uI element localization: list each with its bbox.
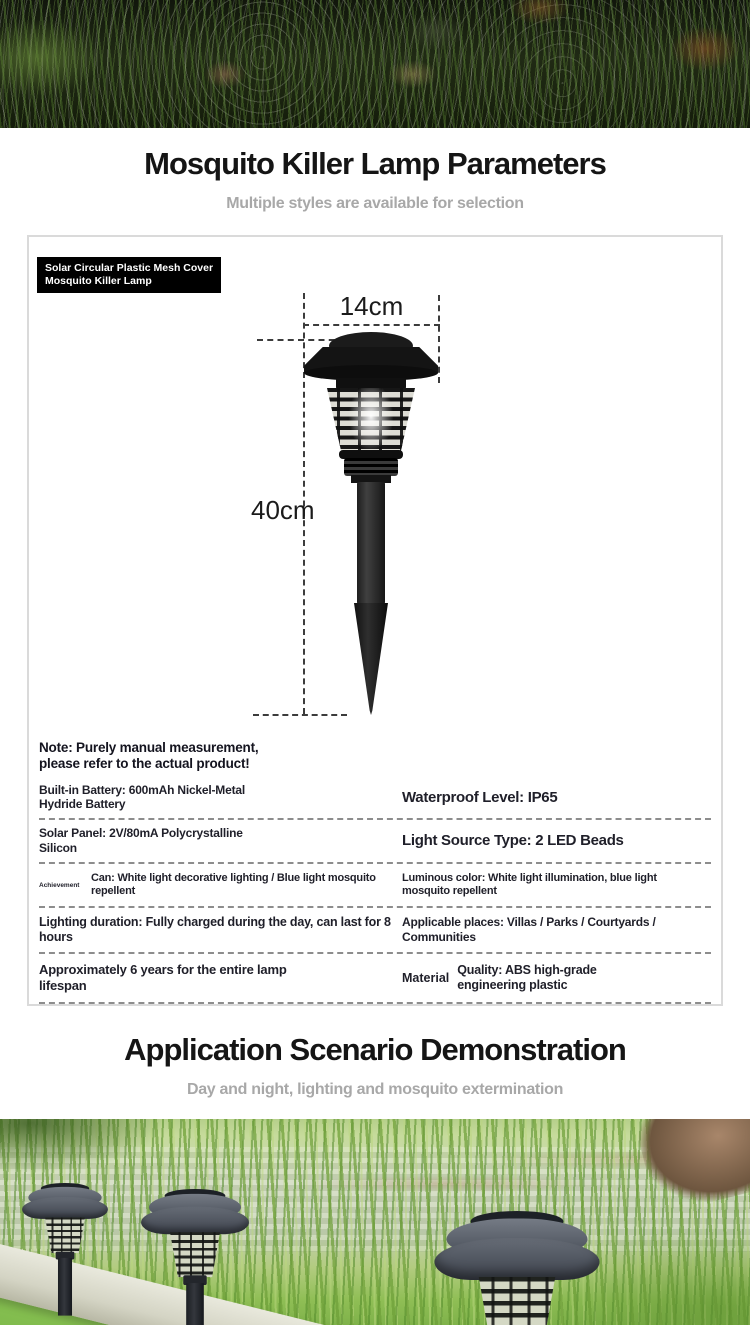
page-title: Mosquito Killer Lamp Parameters [144,146,606,181]
product-badge-line1: Solar Circular Plastic Mesh Cover [45,262,214,274]
spec-row-lifespan-material [39,954,711,1004]
scene-lamp-cage [42,1218,87,1254]
spec-row-solar-lightsource [39,820,711,864]
spec-cell-places [402,910,711,950]
lamp-ground-spike [354,603,388,715]
spec-cell-battery [39,778,402,818]
product-badge-line2: Mosquito Killer Lamp [45,275,152,287]
scenario-title: Application Scenario Demonstration [124,1032,626,1068]
spec-value-solar-panel: Solar Panel: 2V/80mA Polycrystalline Silicon [39,826,243,855]
product-badge [37,257,221,293]
spec-cell-material [402,958,711,998]
scene-lamp-pole [58,1258,72,1316]
lamp-pole [357,482,385,604]
spec-label-material: Material [402,971,450,986]
spec-cell-function [39,867,402,903]
spec-value-duration: Lighting duration: Fully charged during the day, can last for 8 hours [39,914,391,944]
page-subtitle: Multiple styles are available for selection [226,195,524,212]
grass-photo-banner [0,0,750,128]
lamp-mesh-cage [316,388,426,452]
scene-lamp-middle [141,1189,249,1325]
spec-cell-solar-panel [39,821,402,861]
spec-row-battery-waterproof [39,778,711,820]
spec-row-function-color [39,864,711,908]
spec-value-places: Applicable places: Villas / Parks / Courtyards / Communities [402,915,656,944]
lamp-bottom-guide-line [253,714,347,716]
scene-lamp-cap-lower [22,1197,108,1219]
scene-lamp-pole [186,1283,204,1325]
spec-value-waterproof: Waterproof Level: IP65 [402,789,558,807]
spec-row-duration-places [39,908,711,954]
spec-cell-luminous-color [402,867,711,904]
scene-lamp-cap-lower [435,1238,600,1280]
scene-lamp-cage [167,1233,224,1278]
application-scene-photo [0,1119,750,1325]
scenario-section-header [0,1006,750,1099]
spec-value-material: Quality: ABS high-grade engineering plastic [457,963,597,993]
width-dimension-line [303,324,440,326]
spec-label-achievement: Achievement [39,881,80,889]
measurement-note-line2: please refer to the actual product! [39,756,250,771]
spec-cell-waterproof [402,784,711,812]
spec-table [29,778,721,1004]
spec-value-function: Can: White light decorative lighting / Blue light mosquito repellent [91,872,376,898]
scene-lamp-left [22,1183,108,1316]
spec-value-lifespan: Approximately 6 years for the entire lamp lifespan [39,962,287,993]
width-dimension-label: 14cm [339,291,404,321]
scene-lamp-cap-lower [141,1207,249,1234]
spec-value-luminous-color: Luminous color: White light illumination, blue light mosquito repellent [402,871,657,897]
product-figure [29,237,721,734]
spec-cell-light-source [402,827,711,855]
lamp-threaded-collar [344,458,398,476]
product-parameters-card [27,235,723,1006]
height-dimension-label: 40cm [251,495,315,525]
spec-value-light-source: Light Source Type: 2 LED Beads [402,832,624,850]
measurement-note [29,734,721,774]
scenario-subtitle: Day and night, lighting and mosquito extermination [186,1081,564,1099]
parameters-section-header [0,128,750,213]
spec-value-battery: Built-in Battery: 600mAh Nickel-Metal Hydride Battery [39,783,245,812]
spec-cell-lifespan [39,957,402,1000]
measurement-note-line1: Note: Purely manual measurement, [39,740,259,755]
spec-cell-duration [39,910,402,951]
lamp-neck [336,378,406,389]
scene-lamp-cage [474,1277,561,1325]
scene-lamp-foreground [435,1211,600,1325]
